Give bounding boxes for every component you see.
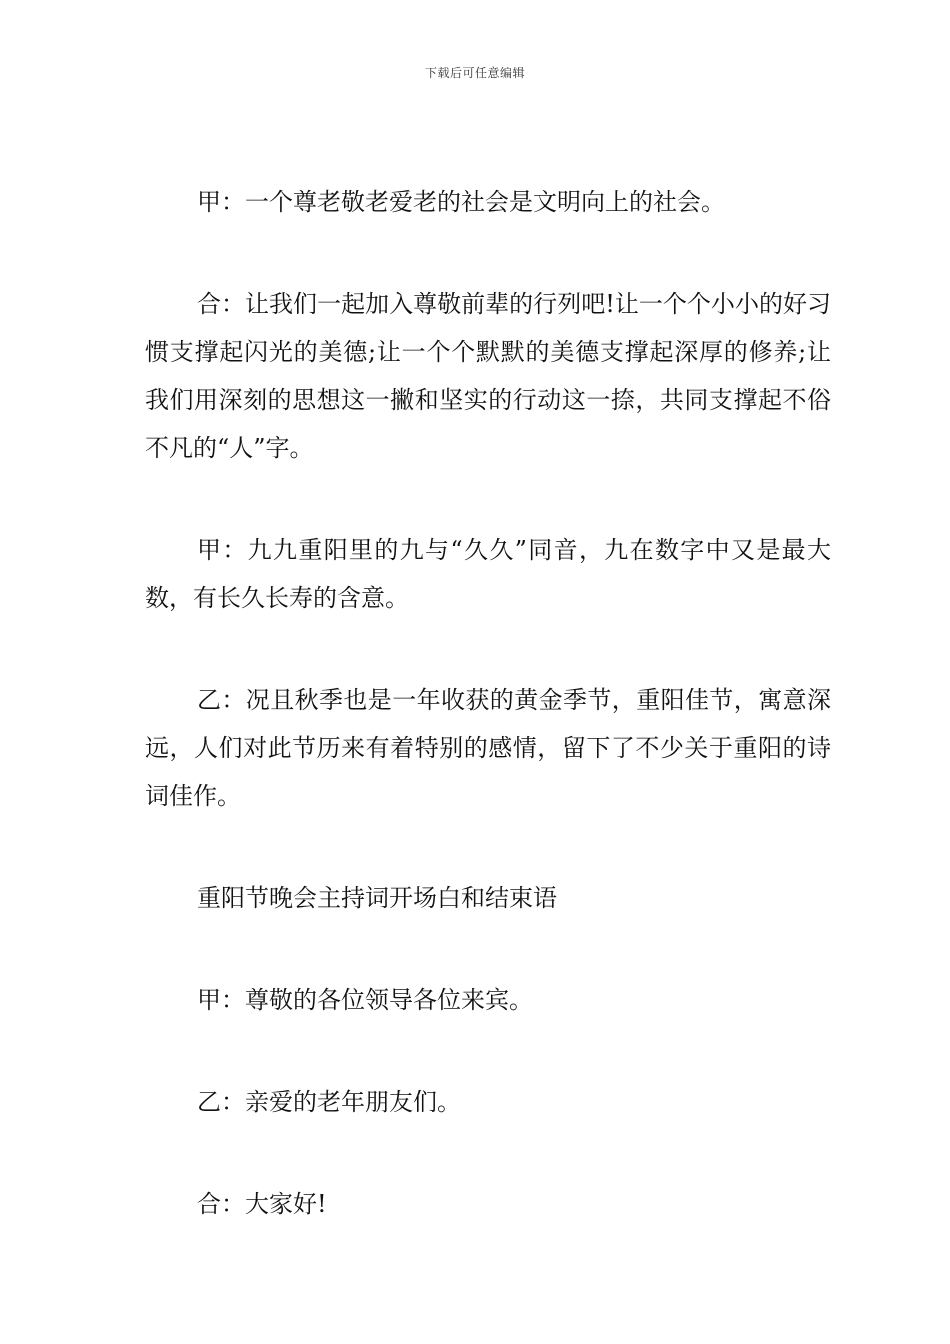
paragraph-7: 乙：亲爱的老年朋友们。 [197, 1088, 461, 1116]
paragraph-3: 甲：九九重阳里的九与“久久”同音，九在数字中又是最大数，有长久长寿的含意。 [145, 536, 831, 612]
paragraph-6: 甲：尊敬的各位领导各位来宾。 [197, 986, 533, 1014]
paragraph-2: 合：让我们一起加入尊敬前辈的行列吧!让一个个小小的好习惯支撑起闪光的美德;让一个个默默的美德支撑起深厚的修养;让我们用深刻的思想这一撇和坚实的行动这一捺，共同支撑起不俗不凡的“人”字。 [145, 290, 831, 462]
paragraph-1: 甲：一个尊老敬老爱老的社会是文明向上的社会。 [197, 188, 725, 216]
header-note: 下载后可任意编辑 [424, 66, 525, 80]
document-body [145, 178, 831, 1282]
paragraph-4: 乙：况且秋季也是一年收获的黄金季节，重阳佳节，寓意深远，人们对此节历来有着特别的感情，留下了不少关于重阳的诗词佳作。 [145, 686, 831, 810]
paragraph-8: 合：大家好! [197, 1190, 327, 1218]
section-heading: 重阳节晚会主持词开场白和结束语 [197, 884, 557, 912]
